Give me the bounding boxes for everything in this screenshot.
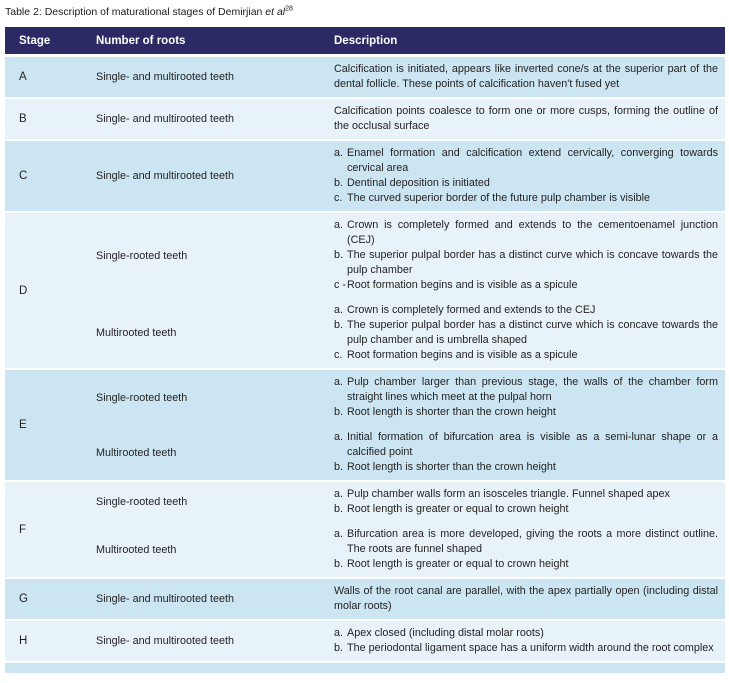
description-cell (334, 62, 725, 92)
item-text: Root formation begins and is visible as a spicule (347, 279, 578, 291)
item-text: Root length is shorter than the crown height (347, 406, 556, 418)
table-row-stage-g (5, 579, 725, 619)
description-item (334, 460, 718, 475)
row-groups (96, 579, 725, 619)
number-of-roots-cell: Single-rooted teeth (96, 391, 188, 404)
stage-cell: G (19, 593, 28, 605)
caption-reference-superscript: 28 (285, 5, 293, 13)
table-row-stage-d (5, 213, 725, 368)
item-letter-label: a. (334, 627, 344, 639)
row-group (96, 621, 725, 661)
row-group (96, 99, 725, 139)
item-letter-label: b. (334, 503, 344, 515)
item-text: Pulp chamber walls form an isosceles triangle. Funnel shaped apex (347, 488, 670, 500)
table-row-stage-c (5, 141, 725, 211)
item-letter-label: a. (334, 376, 344, 388)
table-row-stage-e (5, 370, 725, 480)
item-letter-label: b. (334, 642, 344, 654)
description-item (334, 191, 718, 206)
description-item (334, 430, 718, 460)
item-letter-label: b. (334, 461, 344, 473)
number-of-roots-cell: Multirooted teeth (96, 543, 177, 556)
item-letter-label: b. (334, 558, 344, 570)
item-letter-label: b. (334, 319, 344, 331)
description-item (334, 626, 718, 641)
row-groups (96, 621, 725, 661)
number-of-roots-cell: Single- and multirooted teeth (96, 170, 235, 182)
description-item (334, 248, 718, 278)
description-cell (334, 303, 725, 363)
item-letter-label: c. (334, 349, 343, 361)
number-of-roots-cell: Single- and multirooted teeth (96, 113, 235, 125)
item-letter-label: b. (334, 406, 344, 418)
row-groups (96, 57, 725, 97)
row-groups (96, 370, 725, 480)
row-groups (96, 99, 725, 139)
number-of-roots-cell: Single-rooted teeth (96, 496, 188, 508)
header-number-of-roots: Number of roots (96, 34, 186, 47)
item-letter-label: c - (334, 279, 346, 291)
table-row-stage-b (5, 99, 725, 139)
item-letter-label: b. (334, 249, 344, 261)
description-item (334, 487, 718, 502)
row-groups (96, 213, 725, 368)
stage-cell: D (19, 284, 28, 297)
caption-etal: et al (265, 6, 286, 18)
item-text: Crown is completely formed and extends to the CEJ (347, 304, 596, 316)
item-text: Initial formation of bifurcation area is visible as a semi-lunar shape or a calcified point (347, 431, 718, 458)
table-header-row (5, 27, 725, 54)
item-letter-label: c. (334, 192, 343, 204)
item-letter-label: a. (334, 431, 344, 443)
description-item (334, 405, 718, 420)
item-text: Apex closed (including distal molar roots) (347, 627, 544, 639)
description-item (334, 278, 718, 293)
description-item (334, 557, 718, 572)
row-group (96, 213, 725, 298)
item-text: The periodontal ligament space has a uniform width around the root complex (347, 642, 714, 654)
item-text: Calcification points coalesce to form one or more cusps, forming the outline of the occlusal surface (334, 105, 718, 132)
description-cell (334, 626, 725, 656)
description-cell (334, 527, 725, 572)
row-group (96, 579, 725, 619)
item-letter-label: b. (334, 177, 344, 189)
description-item (334, 527, 718, 557)
row-groups (96, 141, 725, 211)
description-item (334, 146, 718, 176)
row-group (96, 57, 725, 97)
row-group (96, 482, 725, 522)
number-of-roots-cell: Single- and multirooted teeth (96, 635, 235, 647)
description-item (334, 584, 718, 614)
item-text: The superior pulpal border has a distinct curve which is concave towards the pulp chamber (347, 249, 718, 276)
description-item (334, 502, 718, 517)
stage-cell: B (19, 113, 27, 125)
table-body (5, 57, 725, 661)
number-of-roots-cell: Multirooted teeth (96, 446, 177, 459)
description-cell (334, 146, 725, 206)
maturational-stages-table (5, 27, 725, 673)
stage-cell: C (19, 170, 28, 182)
item-text: Root formation begins and is visible as a spicule (347, 349, 578, 361)
table-row-stage-a (5, 57, 725, 97)
item-text: Dentinal deposition is initiated (347, 177, 490, 189)
description-item (334, 348, 718, 363)
row-group (96, 425, 725, 480)
description-item (334, 62, 718, 92)
row-group (96, 370, 725, 425)
description-item (334, 303, 718, 318)
table-footer-strip (5, 663, 725, 673)
item-letter-label: a. (334, 147, 344, 159)
description-item (334, 318, 718, 348)
description-cell (334, 487, 725, 517)
item-letter-label: a. (334, 304, 344, 316)
stage-cell: A (19, 71, 27, 83)
item-text: Walls of the root canal are parallel, with the apex partially open (including distal molar roots) (334, 585, 718, 612)
table-row-stage-f (5, 482, 725, 577)
number-of-roots-cell: Single- and multirooted teeth (96, 71, 235, 83)
item-text: Bifurcation area is more developed, giving the roots a more distinct outline. The roots are funnel shaped (347, 528, 718, 555)
stage-cell: E (19, 419, 27, 431)
item-text: Root length is greater or equal to crown height (347, 503, 569, 515)
description-item (334, 375, 718, 405)
description-item (334, 176, 718, 191)
row-group (96, 298, 725, 368)
description-cell (334, 104, 725, 134)
description-cell (334, 584, 725, 614)
description-cell (334, 218, 725, 293)
caption-text: Table 2: Description of maturational stages of Demirjian (5, 6, 266, 18)
description-cell (334, 375, 725, 420)
header-stage: Stage (19, 34, 51, 47)
number-of-roots-cell: Multirooted teeth (96, 327, 177, 339)
number-of-roots-cell: Single-rooted teeth (96, 249, 188, 262)
description-item (334, 218, 718, 248)
table-row-stage-h (5, 621, 725, 661)
row-group (96, 522, 725, 577)
stage-cell: H (19, 635, 28, 647)
number-of-roots-cell: Single- and multirooted teeth (96, 593, 235, 605)
header-description: Description (334, 34, 398, 47)
item-text: The curved superior border of the future pulp chamber is visible (347, 192, 651, 204)
item-text: Calcification is initiated, appears like inverted cone/s at the superior part of the dental follicle. These points of calcification haven't fused yet (334, 63, 718, 90)
item-text: Pulp chamber larger than previous stage, the walls of the chamber form straight lines which meet at the pulpal horn (347, 376, 718, 403)
description-item (334, 104, 718, 134)
stage-cell: F (19, 523, 27, 536)
item-text: Crown is completely formed and extends to the cementoenamel junction (CEJ) (347, 219, 718, 246)
table-caption (5, 6, 729, 18)
item-letter-label: a. (334, 528, 344, 540)
item-letter-label: a. (334, 219, 344, 231)
row-group (96, 141, 725, 211)
description-cell (334, 430, 725, 475)
item-text: Root length is shorter than the crown height (347, 461, 556, 473)
row-groups (96, 482, 725, 577)
item-text: The superior pulpal border has a distinct curve which is concave towards the pulp chamber and is umbrella shaped (347, 319, 718, 346)
item-letter-label: a. (334, 488, 344, 500)
item-text: Enamel formation and calcification extend cervically, converging towards cervical area (347, 147, 718, 174)
item-text: Root length is greater or equal to crown height (347, 558, 569, 570)
description-item (334, 641, 718, 656)
